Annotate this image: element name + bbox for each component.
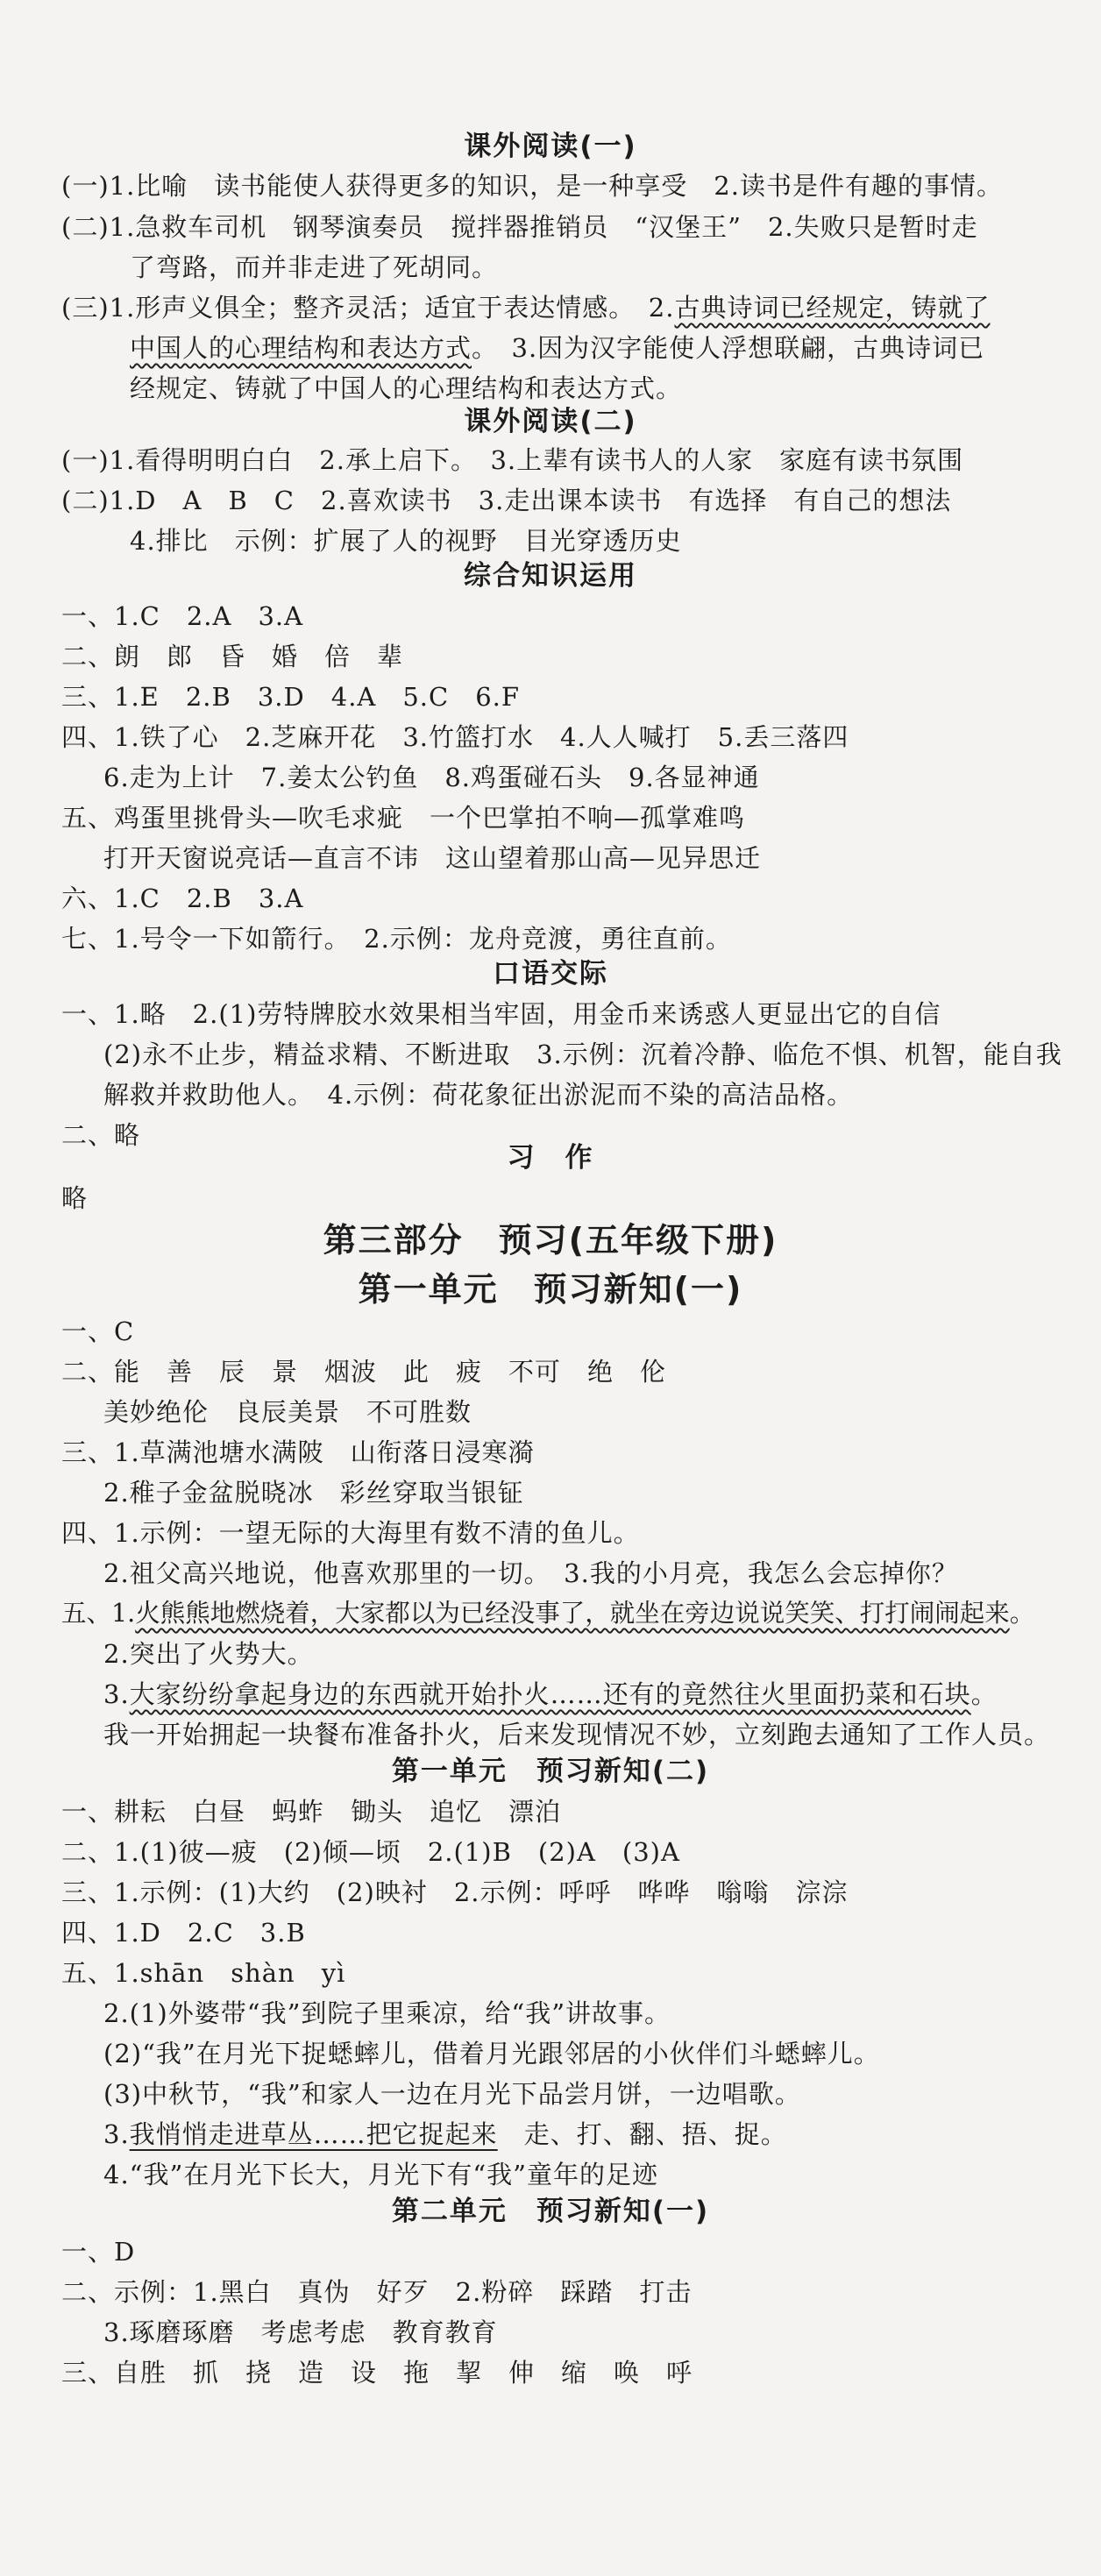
answer-line: 一、1.略 2.(1)劳特牌胶水效果相当牢固，用金币来诱惑人更显出它的自信 <box>61 999 941 1029</box>
answer-line: 二、朗 郎 昏 婚 倍 辈 <box>61 642 404 671</box>
answer-line: 3.大家纷纷拿起身边的东西就开始扑火……还有的竟然往火里面扔菜和石块。 <box>103 1679 998 1709</box>
answer-line: 三、1.草满池塘水满陂 山衔落日浸寒漪 <box>61 1437 535 1467</box>
answer-line: 4.排比 示例：扩展了人的视野 目光穿透历史 <box>130 526 682 556</box>
answer-line: (三)1.形声义俱全；整齐灵活；适宜于表达情感。 2.古典诗词已经规定，铸就了 <box>61 293 991 323</box>
section-title-comprehensive-knowledge: 综合知识运用 <box>464 560 637 592</box>
answer-line: 4.“我”在月光下长大，月光下有“我”童年的足迹 <box>103 2160 658 2189</box>
answer-line: 3.我悄悄走进草丛……把它捉起来 走、打、翻、捂、捉。 <box>103 2119 787 2149</box>
unit-title-unit2-preview-1: 第二单元 预习新知(一) <box>391 2196 710 2227</box>
underlined-quote: 火熊熊地燃烧着，大家都以为已经没事了，就坐在旁边说说笑笑、打打闹闹起来 <box>135 1599 1010 1628</box>
underlined-quote: 我悄悄走进草丛……把它捉起来 <box>129 2119 498 2149</box>
underlined-quote: 中国人的心理结构和表达方式 <box>130 333 472 363</box>
answer-line: (2)“我”在月光下捉蟋蟀儿，借着月光跟邻居的小伙伴们斗蟋蟀儿。 <box>103 2039 880 2069</box>
answer-line: 经规定、铸就了中国人的心理结构和表达方式。 <box>130 373 683 403</box>
section-title-oral-communication: 口语交际 <box>493 958 608 990</box>
answer-line: (二)1.急救车司机 钢琴演奏员 搅拌器推销员 “汉堡王” 2.失败只是暂时走 <box>61 212 978 242</box>
section-title-extracurricular-reading-2: 课外阅读(二) <box>464 406 637 437</box>
answer-line: 一、C <box>61 1316 135 1346</box>
answer-line: 五、1.shān shàn yì <box>61 1958 346 1988</box>
answer-line: 打开天窗说亮话—直言不讳 这山望着那山高—见异思迁 <box>103 843 762 873</box>
underlined-quote: 古典诗词已经规定，铸就了 <box>674 293 991 323</box>
answer-line: (一)1.比喻 读书能使人获得更多的知识，是一种享受 2.读书是件有趣的事情。 <box>61 171 1003 201</box>
answer-line: 一、耕耘 白昼 蚂蚱 锄头 追忆 漂泊 <box>61 1797 562 1827</box>
section-title-composition: 习 作 <box>507 1142 594 1174</box>
answer-line: 三、自胜 抓 挠 造 设 拖 挈 伸 缩 唤 呼 <box>61 2358 693 2388</box>
answer-line: 六、1.C 2.B 3.A <box>61 884 304 913</box>
section-title-extracurricular-reading-1: 课外阅读(一) <box>464 131 637 162</box>
answer-line: 四、1.D 2.C 3.B <box>61 1918 306 1948</box>
answer-line: 美妙绝伦 良辰美景 不可胜数 <box>103 1397 472 1427</box>
answer-line: 2.(1)外婆带“我”到院子里乘凉，给“我”讲故事。 <box>103 1998 671 2028</box>
answer-line: 2.祖父高兴地说，他喜欢那里的一切。 3.我的小月亮，我怎么会忘掉你？ <box>103 1558 958 1588</box>
answer-line: 了弯路，而并非走进了死胡同。 <box>130 252 499 282</box>
answer-line: 七、1.号令一下如箭行。 2.示例：龙舟竞渡，勇往直前。 <box>61 924 732 954</box>
answer-line: 6.走为上计 7.姜太公钓鱼 8.鸡蛋碰石头 9.各显神通 <box>103 763 760 792</box>
answer-line: 三、1.E 2.B 3.D 4.A 5.C 6.F <box>61 682 520 712</box>
answer-line: 五、鸡蛋里挑骨头—吹毛求疵 一个巴掌拍不响—孤掌难鸣 <box>61 803 746 833</box>
answer-line: 一、D <box>61 2237 136 2267</box>
answer-line: (一)1.看得明明白白 2.承上启下。 3.上辈有读书人的人家 家庭有读书氛围 <box>61 445 964 475</box>
part-title-preview-grade5: 第三部分 预习(五年级下册) <box>323 1221 778 1260</box>
answer-line: 四、1.示例：一望无际的大海里有数不清的鱼儿。 <box>61 1518 640 1548</box>
underlined-quote: 大家纷纷拿起身边的东西就开始扑火……还有的竟然往火里面扔菜和石块 <box>129 1679 971 1709</box>
answer-line: 五、1.火熊熊地燃烧着，大家都以为已经没事了，就坐在旁边说说笑笑、打打闹闹起来。 <box>61 1599 1035 1628</box>
answer-line: 3.琢磨琢磨 考虑考虑 教育教育 <box>103 2317 498 2347</box>
unit-title-unit1-preview-2: 第一单元 预习新知(二) <box>391 1756 710 1787</box>
answer-line: 解救并救助他人。 4.示例：荷花象征出淤泥而不染的高洁品格。 <box>103 1080 854 1110</box>
answer-line: 我一开始拥起一块餐布准备扑火，后来发现情况不妙，立刻跑去通知了工作人员。 <box>103 1720 1051 1749</box>
unit-title-unit1-preview-1: 第一单元 预习新知(一) <box>358 1270 743 1309</box>
answer-line: 2.突出了火势大。 <box>103 1639 314 1669</box>
answer-line: (2)永不止步，精益求精、不断进取 3.示例：沉着冷静、临危不惧、机智，能自我 <box>103 1040 1062 1069</box>
answer-line: 一、1.C 2.A 3.A <box>61 601 304 631</box>
answer-line: 四、1.铁了心 2.芝麻开花 3.竹篮打水 4.人人喊打 5.丢三落四 <box>61 722 849 752</box>
answer-line: 中国人的心理结构和表达方式。 3.因为汉字能使人浮想联翩，古典诗词已 <box>130 333 985 363</box>
answer-line: (3)中秋节，“我”和家人一边在月光下品尝月饼，一边唱歌。 <box>103 2079 801 2109</box>
answer-line: 二、略 <box>61 1120 141 1150</box>
answer-line: 三、1.示例：(1)大约 (2)映衬 2.示例：呼呼 哗哗 嗡嗡 淙淙 <box>61 1877 849 1907</box>
answer-line: 略 <box>61 1183 89 1213</box>
answer-line: 二、能 善 辰 景 烟波 此 疲 不可 绝 伦 <box>61 1357 667 1387</box>
answer-line: 二、示例：1.黑白 真伪 好歹 2.粉碎 踩踏 打击 <box>61 2277 693 2307</box>
answer-line: (二)1.D A B C 2.喜欢读书 3.走出课本读书 有选择 有自己的想法 <box>61 486 952 515</box>
answer-line: 二、1.(1)彼—疲 (2)倾—顷 2.(1)B (2)A (3)A <box>61 1837 680 1867</box>
answer-line: 2.稚子金盆脱晓冰 彩丝穿取当银钲 <box>103 1478 524 1508</box>
